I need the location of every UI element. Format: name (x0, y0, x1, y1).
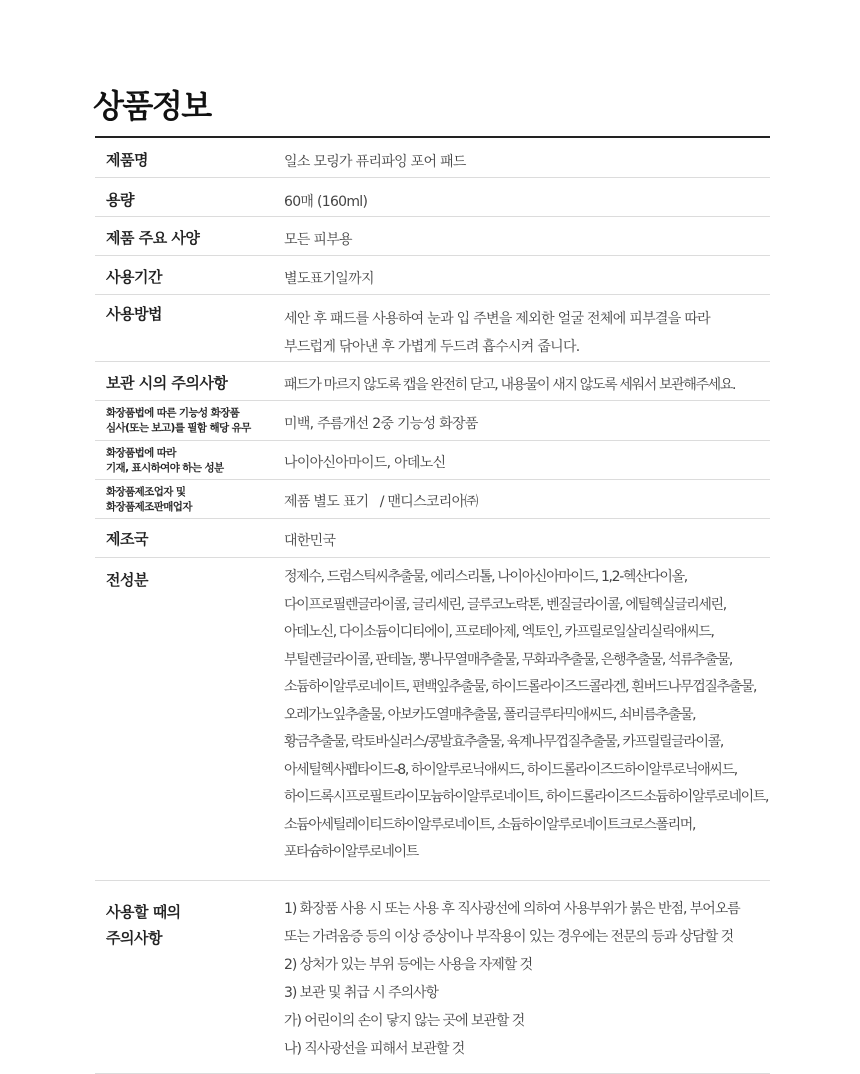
label-line: 화장품제조업자 및 (106, 486, 186, 498)
text-line: 2) 상처가 있는 부위 등에는 사용을 자제할 것 (284, 957, 533, 973)
label-line: 심사(또는 보고)를 필함 해당 유무 (106, 422, 251, 434)
row-value: 패드가 마르지 않도록 캡을 완전히 닫고, 내용물이 새지 않도록 세워서 보관해주세요. (284, 377, 736, 393)
row-label: 용량 (106, 191, 134, 209)
row-product-name (95, 138, 770, 178)
row-label: 제품 주요 사양 (106, 229, 200, 247)
row-value (284, 558, 770, 880)
row-usage (95, 295, 770, 362)
row-label: 전성분 (106, 571, 148, 589)
text-line: 소듐아세틸레이티드하이알루로네이트, 소듐하이알루로네이트크로스폴리머, (284, 816, 696, 833)
row-value (284, 295, 770, 361)
text-line: 부드럽게 닦아낸 후 가볍게 두드려 흡수시켜 줍니다. (284, 339, 580, 355)
row-value: 나이아신아마이드, 아데노신 (284, 455, 446, 471)
text-line: 아세틸헥사펩타이드-8, 하이알루로닉애씨드, 하이드롤라이즈드하이알루로닉애씨드, (284, 761, 737, 778)
row-label: 제조국 (106, 530, 148, 548)
text-line: 부틸렌글라이콜, 판테놀, 뽕나무열매추출물, 무화과추출물, 은행추출물, 석류추출물, (284, 651, 733, 668)
row-label (95, 441, 284, 479)
row-country (95, 519, 770, 558)
text-line: 세안 후 패드를 사용하여 눈과 입 주변을 제외한 얼굴 전체에 피부결을 따라 (284, 311, 710, 327)
row-manufacturer (95, 480, 770, 519)
text-line: 또는 가려움증 등의 이상 증상이나 부작용이 있는 경우에는 전문의 등과 상담할 것 (284, 929, 734, 945)
row-value: 일소 모링가 퓨리파잉 포어 패드 (284, 154, 466, 170)
page-title: 상품정보 (93, 87, 211, 125)
row-precautions (95, 881, 770, 1074)
row-required-ingredients (95, 441, 770, 480)
row-label: 제품명 (106, 151, 148, 169)
text-line: 오레가노잎추출물, 아보카도열매추출물, 폴리글루타믹애씨드, 쇠비름추출물, (284, 706, 696, 723)
row-label: 사용방법 (106, 305, 162, 323)
row-label: 사용기간 (106, 268, 162, 286)
row-value: 60매 (160ml) (284, 194, 368, 210)
product-info-table (95, 136, 770, 1074)
label-line: 주의사항 (106, 929, 162, 947)
text-line: 다이프로필렌글라이콜, 글리세린, 글루코노락톤, 벤질글라이콜, 에틸헥실글리세린, (284, 596, 726, 613)
label-line: 화장품제조판매업자 (106, 501, 192, 513)
text-line: 1) 화장품 사용 시 또는 사용 후 직사광선에 의하여 사용부위가 붉은 반점, 부어오름 (284, 901, 740, 917)
text-line: 정제수, 드럼스틱씨추출물, 에리스리톨, 나이아신아마이드, 1,2-헥산다이올, (284, 569, 687, 585)
row-value (284, 881, 770, 1073)
row-label: 보관 시의 주의사항 (106, 374, 228, 392)
row-value: 제품 별도 표기 / 맨디스코리아㈜ (284, 494, 478, 510)
row-ingredients (95, 558, 770, 881)
row-functional-cosmetic (95, 401, 770, 441)
row-label (95, 881, 284, 1073)
row-main-spec (95, 217, 770, 256)
label-line: 화장품법에 따른 기능성 화장품 (106, 407, 240, 419)
label-line: 사용할 때의 (106, 903, 181, 921)
text-line: 포타슘하이알루로네이트 (284, 844, 418, 860)
row-value: 별도표기일까지 (284, 271, 374, 287)
row-expiry (95, 256, 770, 295)
text-line: 하이드록시프로필트라이모늄하이알루로네이트, 하이드롤라이즈드소듐하이알루로네이트, (284, 789, 769, 805)
row-storage-caution (95, 362, 770, 401)
text-line: 3) 보관 및 취급 시 주의사항 (284, 985, 439, 1001)
label-line: 기재, 표시하여야 하는 성분 (106, 462, 224, 474)
row-capacity (95, 178, 770, 217)
label-line: 화장품법에 따라 (106, 447, 176, 459)
row-value: 대한민국 (284, 533, 336, 549)
text-line: 나) 직사광선을 피해서 보관할 것 (284, 1041, 465, 1057)
text-line: 황금추출물, 락토바실러스/콩발효추출물, 육계나무껍질추출물, 카프릴릴글라이콜, (284, 734, 723, 750)
text-line: 소듐하이알루로네이트, 편백잎추출물, 하이드롤라이즈드콜라겐, 흰버드나무껍질추출물, (284, 679, 757, 695)
row-label (95, 480, 284, 518)
row-value: 모든 피부용 (284, 232, 352, 248)
row-label (95, 401, 284, 440)
text-line: 가) 어린이의 손이 닿지 않는 곳에 보관할 것 (284, 1013, 525, 1029)
row-value: 미백, 주름개선 2중 기능성 화장품 (284, 416, 478, 432)
text-line: 아데노신, 다이소듐이디티에이, 프로테아제, 엑토인, 카프릴로일살리실릭애씨드, (284, 624, 714, 640)
